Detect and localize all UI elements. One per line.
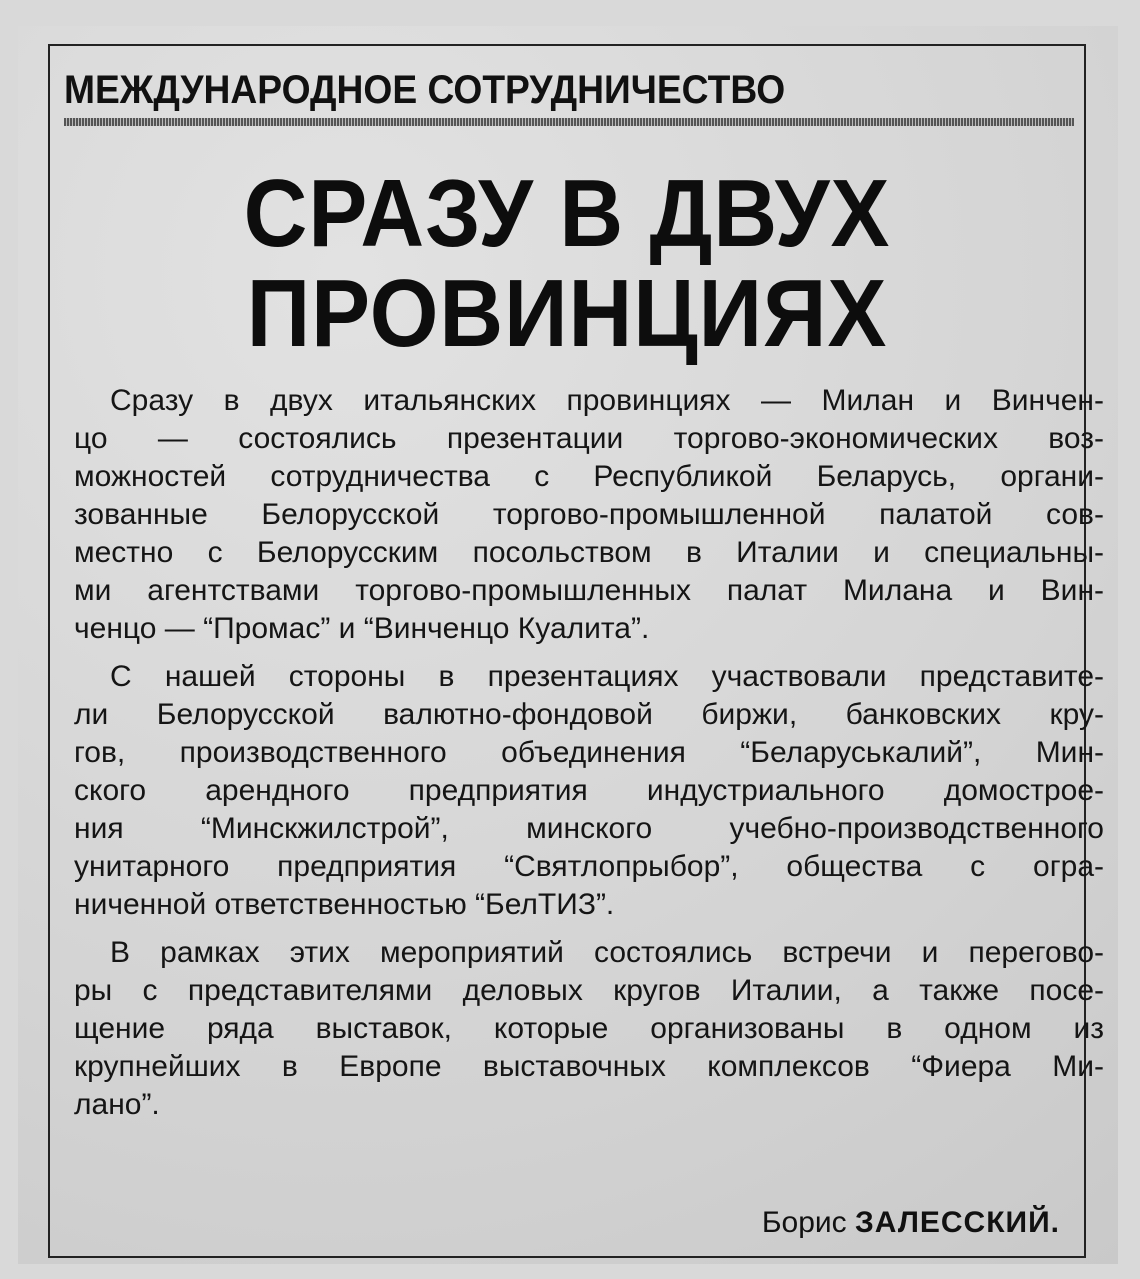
author-surname: ЗАЛЕССКИЙ. <box>855 1206 1060 1239</box>
text-line: ского арендного предприятия индустриального домострое- <box>74 774 1104 807</box>
rubric-underline <box>64 118 1074 126</box>
text-line: ния “Минскжилстрой”, минского учебно-производственного <box>74 812 1104 845</box>
paragraph-3 <box>74 934 1104 1124</box>
headline-line-1: СРАЗУ В ДВУХ <box>243 160 891 267</box>
newspaper-clipping <box>18 26 1118 1264</box>
rubric-header <box>64 68 1074 130</box>
text-line: щение ряда выставок, которые организованы в одном из <box>74 1012 1104 1045</box>
text-line: В рамках этих мероприятий состоялись встречи и перегово- <box>110 936 1104 969</box>
text-line: Сразу в двух итальянских провинциях — Милан и Винчен- <box>110 384 1104 417</box>
article-frame <box>48 44 1104 1258</box>
text-line: гов, производственного объединения “Беларуськалий”, Мин- <box>74 736 1104 769</box>
text-line: крупнейших в Европе выставочных комплексов “Фиера Ми- <box>74 1050 1104 1083</box>
text-line: зованные Белорусской торгово-промышленной палатой сов- <box>74 498 1104 531</box>
text-line: местно с Белорусским посольством в Италии и специальны- <box>74 536 1104 569</box>
rubric-title: МЕЖДУНАРОДНОЕ СОТРУДНИЧЕСТВО <box>64 68 786 112</box>
text-line: можностей сотрудничества с Республикой Беларусь, органи- <box>74 460 1104 493</box>
text-line: унитарного предприятия “Святлопрыбор”, общества с огра- <box>74 850 1104 883</box>
paragraph-1 <box>74 382 1104 648</box>
text-line: ченцо — “Промас” и “Винченцо Куалита”. <box>74 612 650 645</box>
text-line: ниченной ответственностью “БелТИЗ”. <box>74 888 615 921</box>
paragraph-spacer <box>74 924 1104 934</box>
author-first-name: Борис <box>761 1206 847 1239</box>
text-line: ли Белорусской валютно-фондовой биржи, банковских кру- <box>74 698 1104 731</box>
author-byline <box>762 1206 1060 1240</box>
text-line: цо — состоялись презентации торгово-экономических воз- <box>74 422 1104 455</box>
article-body <box>74 382 1104 1124</box>
text-line: ми агентствами торгово-промышленных палат Милана и Вин- <box>74 574 1104 607</box>
paragraph-2 <box>74 658 1104 924</box>
paragraph-spacer <box>74 648 1104 658</box>
headline-line-2: ПРОВИНЦИЯХ <box>246 260 888 367</box>
article-headline <box>50 160 1084 367</box>
text-line: лано”. <box>74 1088 160 1121</box>
text-line: С нашей стороны в презентациях участвовали представите- <box>110 660 1104 693</box>
text-line: ры с представителями деловых кругов Италии, а также посе- <box>74 974 1104 1007</box>
